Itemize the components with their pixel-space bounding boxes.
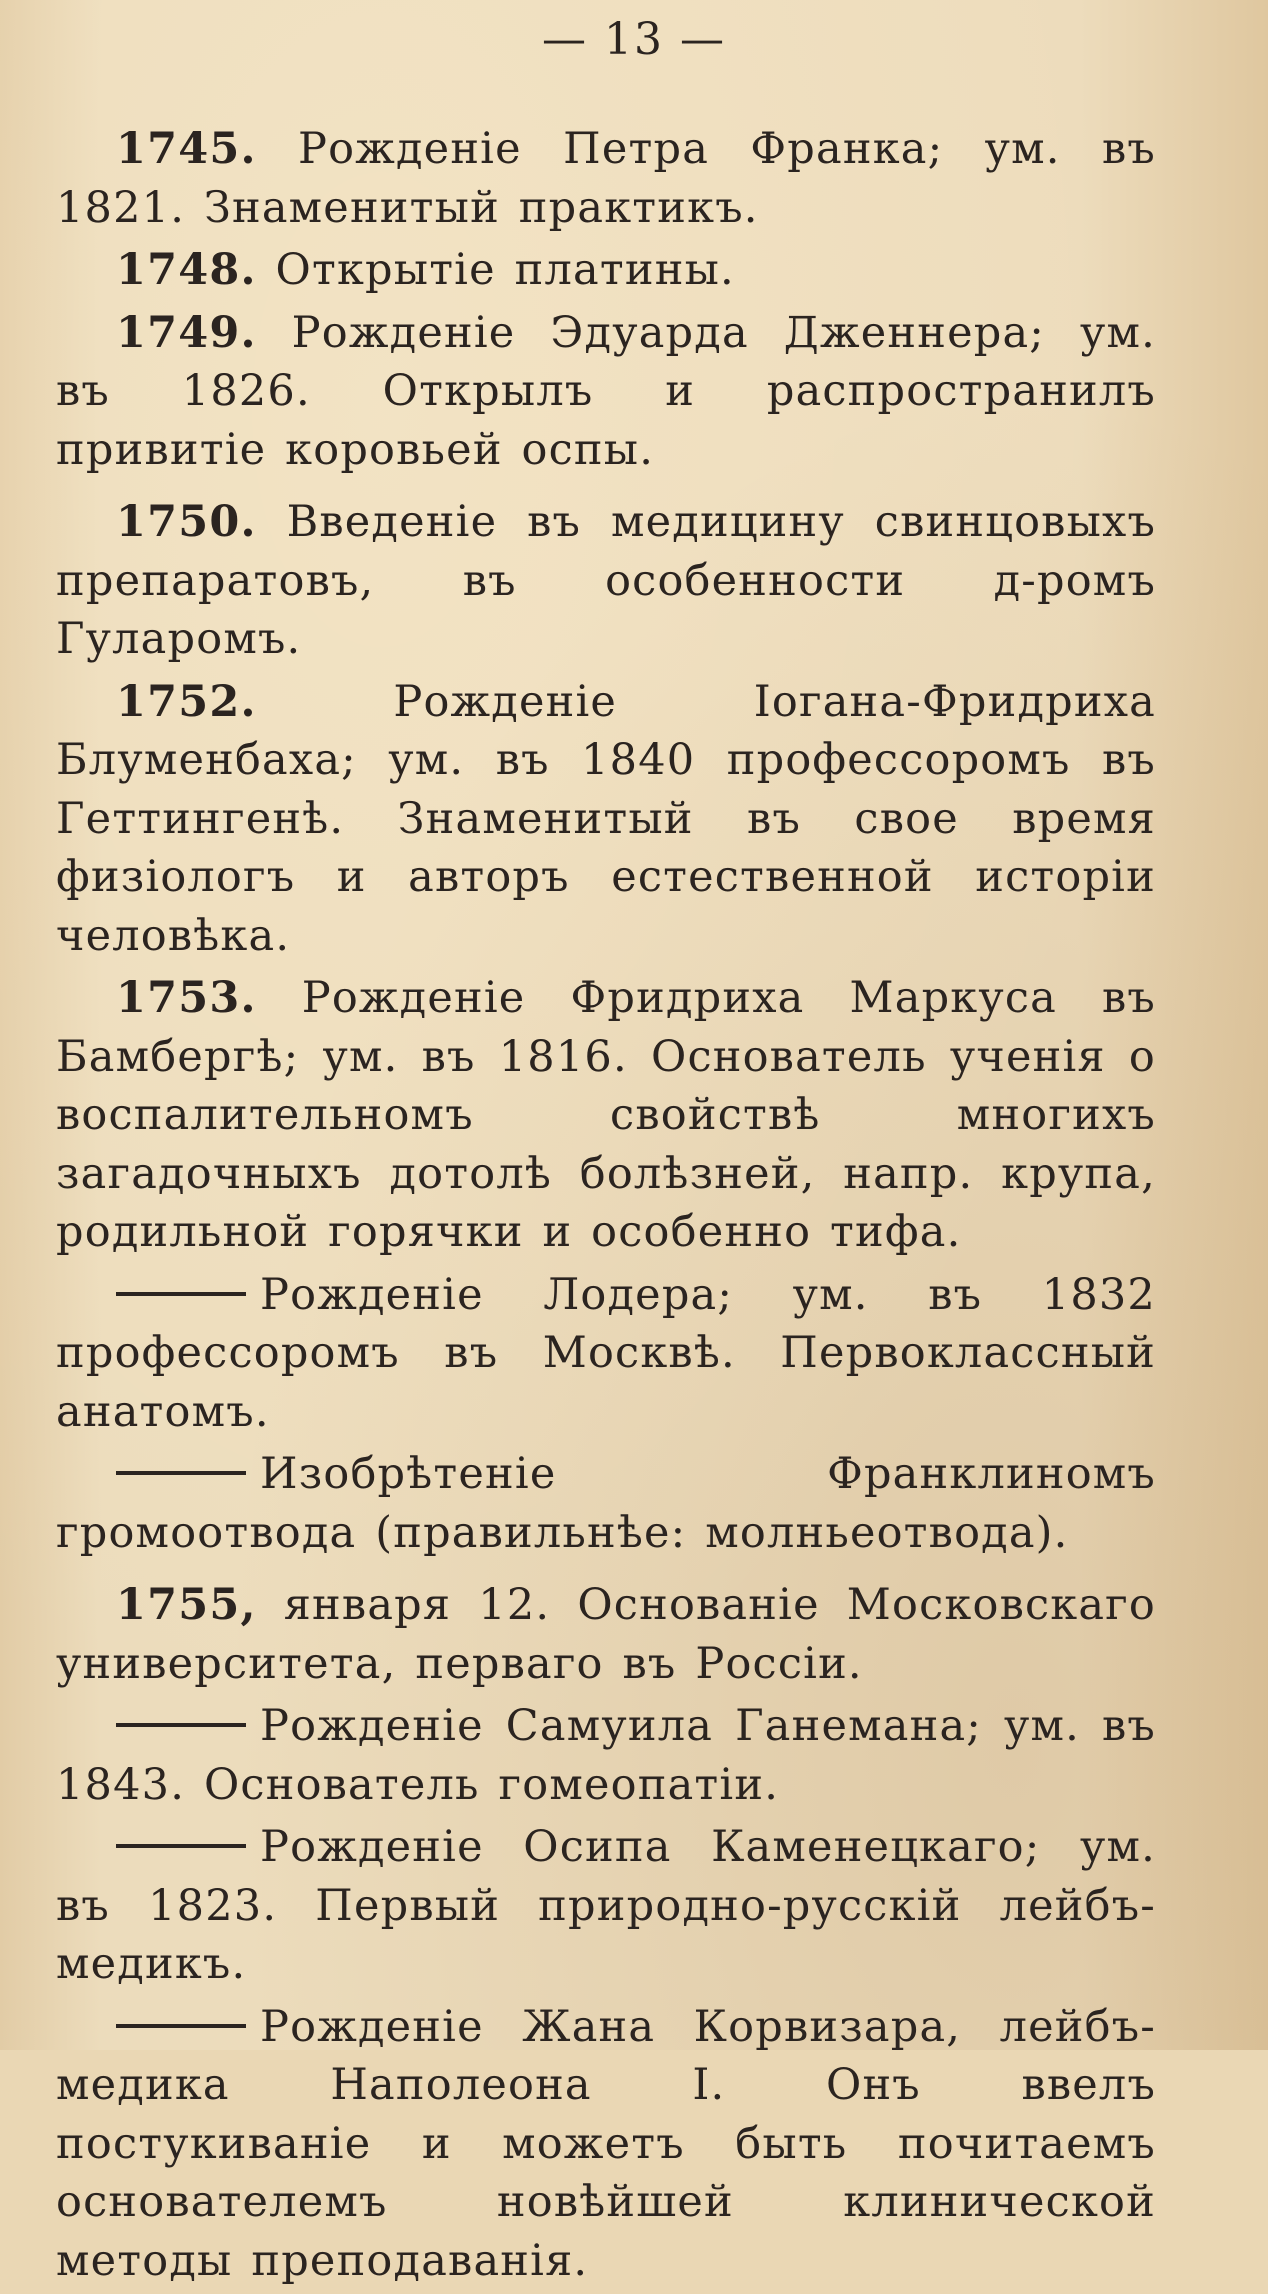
entry-1748 (56, 241, 1156, 300)
entry-year: 1750. (116, 497, 257, 547)
entry-1755-corvisart (56, 1998, 1156, 2291)
entry-1755 (56, 1576, 1156, 1693)
ditto-dash (116, 1844, 246, 1848)
entry-1745 (56, 120, 1156, 237)
ditto-dash (116, 1723, 246, 1727)
entry-year: 1745. (116, 124, 257, 174)
entry-text: Открытіе платины. (275, 245, 735, 295)
entry-text: января 12. Основаніе Московскаго университета, перваго въ Россіи. (56, 1580, 1156, 1689)
ditto-dash (116, 1292, 246, 1296)
entry-1755-hahnemann (56, 1697, 1156, 1814)
entry-1750 (56, 493, 1156, 669)
entry-1753-franklin (56, 1445, 1156, 1562)
entry-1753 (56, 969, 1156, 1262)
page-number: — 13 — (542, 14, 726, 65)
entry-text: Рожденіе Эдуарда Дженнера; ум. въ 1826. Открылъ и распространилъ привитіе коровьей оспы. (56, 307, 1156, 475)
entry-text: Рожденіе Петра Франка; ум. въ 1821. Знаменитый практикъ. (56, 124, 1156, 233)
ditto-dash (116, 2024, 246, 2028)
entry-year: 1755, (116, 1580, 257, 1630)
entry-text: Рожденіе Самуила Ганемана; ум. въ 1843. Основатель гомеопатіи. (56, 1701, 1156, 1810)
page-body (56, 120, 1156, 2294)
entry-year: 1748. (116, 245, 257, 295)
entry-text: Рожденіе Фридриха Маркуса въ Бамбергѣ; ум. въ 1816. Основатель ученія о воспалительномъ свойствѣ многихъ загадочныхъ дотолѣ болѣзней, напр. крупа, родильной горячки и особенно тифа. (56, 973, 1156, 1257)
entry-year: 1753. (116, 973, 257, 1023)
entry-1752 (56, 673, 1156, 966)
entry-text: Изобрѣтеніе Франклиномъ громоотвода (правильнѣе: молньеотвода). (56, 1449, 1156, 1558)
entry-text: Рожденіе Осипа Каменецкаго; ум. въ 1823. Первый природно-русскій лейбъ-медикъ. (56, 1822, 1156, 1989)
entry-1753-loder (56, 1266, 1156, 1442)
entry-text: Рожденіе Жана Корвизара, лейбъ-медика Наполеона I. Онъ ввелъ постукиваніе и можетъ быть почитаемъ основателемъ новѣйшей клинической методы преподаванія. (56, 2001, 1156, 2286)
ditto-dash (116, 1471, 246, 1475)
entry-1755-kamenetsky (56, 1818, 1156, 1994)
entry-year: 1749. (116, 307, 257, 358)
entry-year: 1752. (116, 676, 257, 727)
entry-text: Введеніе въ медицину свинцовыхъ препаратовъ, въ особенности д-ромъ Гуларомъ. (56, 497, 1156, 664)
entry-text: Рожденіе Лодера; ум. въ 1832 профессоромъ въ Москвѣ. Первоклассный анатомъ. (56, 1269, 1156, 1437)
entry-1749 (56, 304, 1156, 480)
entry-text: Рожденіе Іогана-Фридриха Блуменбаха; ум. въ 1840 профессоромъ въ Геттингенѣ. Знаменитый въ свое время физіологъ и авторъ естественной исторіи человѣка. (56, 676, 1157, 961)
